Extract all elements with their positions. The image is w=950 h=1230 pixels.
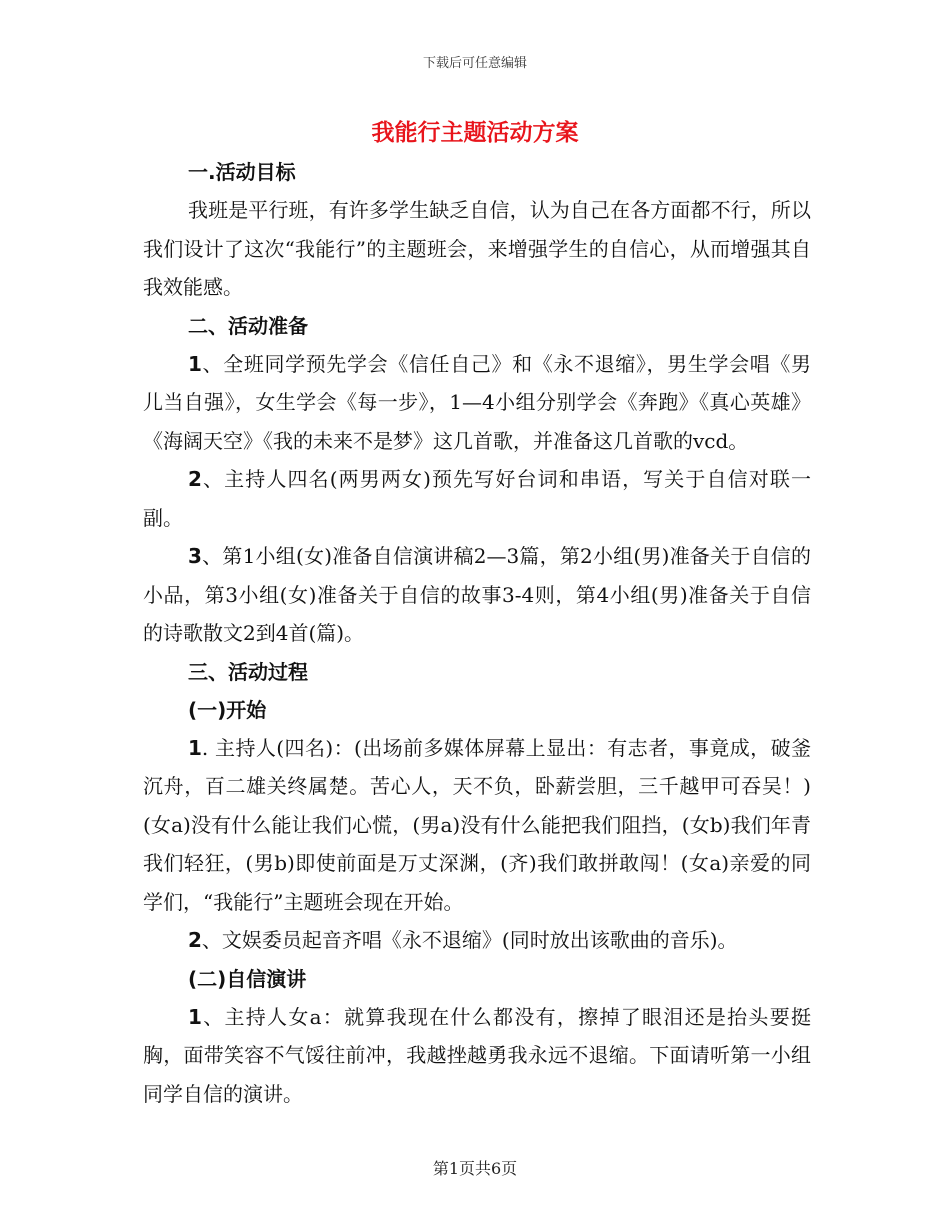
paragraph-prep-3 xyxy=(143,537,811,653)
paragraph-speech-1 xyxy=(143,998,811,1114)
paragraph-goals: 我班是平行班，有许多学生缺乏自信，认为自己在各方面都不行，所以我们设计了这次“我能行”的主题班会，来增强学生的自信心，从而增强其自我效能感。 xyxy=(143,198,811,299)
item-number: 3 xyxy=(188,544,202,568)
paragraph-prep-1 xyxy=(143,345,811,461)
paragraph-start-1 xyxy=(143,729,811,922)
section-heading-goals: 一.活动目标 xyxy=(188,160,296,184)
section-heading-process: 三、活动过程 xyxy=(188,659,308,684)
page-footer: 第1页共6页 xyxy=(432,1159,518,1178)
paragraph-text: . 主持人(四名)：(出场前多媒体屏幕上显出：有志者，事竟成，破釜沉舟，百二雄关终属楚。苦心人，天不负，卧薪尝胆，三千越甲可吞吴！)(女a)没有什么能让我们心慌，(男a)没有什么能把我们阻挡，(女b)我们年青我们轻狂，(男b)即使前面是万丈深渊，(齐)我们敢拼敢闯！(女a)亲爱的同学们，“我能行”主题班会现在开始。 xyxy=(143,735,811,914)
paragraph-start-2 xyxy=(143,921,811,960)
document-title: 我能行主题活动方案 xyxy=(371,120,579,146)
item-number: 1 xyxy=(188,351,202,376)
header-note: 下载后可任意编辑 xyxy=(422,56,527,71)
paragraph-text: 、第1小组(女)准备自信演讲稿2—3篇，第2小组(男)准备关于自信的小品，第3小组(女)准备关于自信的故事3-4则，第4小组(男)准备关于自信的诗歌散文2到4首(篇)。 xyxy=(143,544,811,645)
item-number: 2 xyxy=(188,467,202,491)
item-number: 1 xyxy=(188,1004,202,1029)
paragraph-text: 、文娱委员起音齐唱《永不退缩》(同时放出该歌曲的音乐)。 xyxy=(201,928,738,952)
subsection-heading-speech: (二)自信演讲 xyxy=(188,966,307,991)
section-heading-preparation: 二、活动准备 xyxy=(188,313,308,338)
paragraph-text: 、全班同学预先学会《信任自己》和《永不退缩》，男生学会唱《男儿当自强》，女生学会《每一步》，1—4小组分别学会《奔跑》《真心英雄》《海阔天空》《我的未来不是梦》这几首歌，并准备这几首歌的vcd。 xyxy=(143,351,811,453)
paragraph-prep-2 xyxy=(143,460,811,537)
item-number: 2 xyxy=(188,928,202,952)
paragraph-text: 、主持人四名(两男两女)预先写好台词和串语，写关于自信对联一副。 xyxy=(143,467,811,530)
paragraph-text: 、主持人女a：就算我现在什么都没有，擦掉了眼泪还是抬头要挺胸，面带笑容不气馁往前冲，我越挫越勇我永远不退缩。下面请听第一小组同学自信的演讲。 xyxy=(143,1004,811,1106)
subsection-heading-start: (一)开始 xyxy=(188,697,267,722)
document-body xyxy=(143,153,811,1113)
item-number: 1 xyxy=(188,735,202,760)
